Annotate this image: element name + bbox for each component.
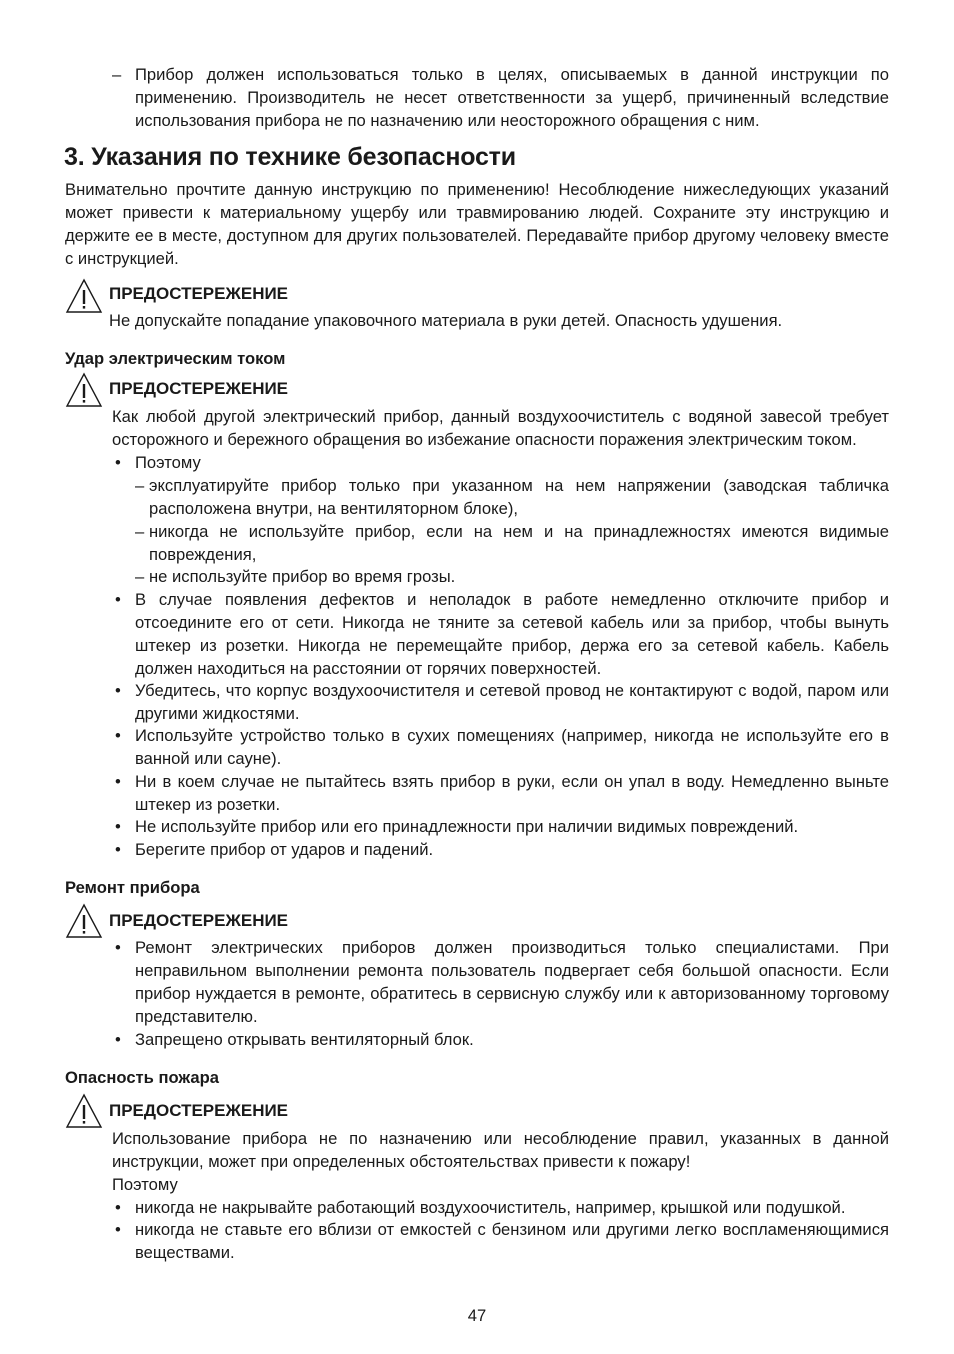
bullet-item: Используйте устройство только в сухих помещениях (например, никогда не используйте его в ванной или сауне). xyxy=(135,726,889,768)
bullet-item: никогда не ставьте его вблизи от емкостей с бензином или другими легко воспламеняющимися веществами. xyxy=(135,1220,889,1262)
warning-triangle-icon xyxy=(65,1093,103,1129)
bullet-item: В случае появления дефектов и неполадок в работе немедленно отключите прибор и отсоедините его от сети. Никогда не тяните за сетевой кабель или за прибор, чтобы вынуть штекер из розетки. Никогда не перемещайте прибор, держа его за сетевой кабель. Кабель должен находиться на расстоянии от горячих поверхностей. xyxy=(135,590,889,678)
dash-marker: – xyxy=(112,65,122,84)
bullet-marker: • xyxy=(115,590,121,609)
warning-triangle-icon xyxy=(65,278,103,314)
warning-triangle-icon xyxy=(65,372,103,408)
bullet-marker: • xyxy=(115,772,121,791)
bullet-lead: Поэтому xyxy=(135,453,201,472)
sub-item: не используйте прибор во время грозы. xyxy=(149,567,456,586)
bullet-item: Ни в коем случае не пытайтесь взять прибор в руки, если он упал в воду. Немедленно выньте штекер из розетки. xyxy=(135,772,889,814)
warning-triangle-icon xyxy=(65,903,103,939)
page-number: 47 xyxy=(467,1306,487,1325)
bullet-marker: • xyxy=(115,1198,121,1217)
subheading-electric-shock: Удар электрическим током xyxy=(65,349,286,368)
sub-item: эксплуатируйте прибор только при указанном на нем напряжении (заводская табличка расположена внутри, на вентиляторном блоке), xyxy=(149,476,889,518)
bullet-marker: • xyxy=(115,726,121,745)
bullet-marker: • xyxy=(115,453,121,472)
intro-dash-text: Прибор должен использоваться только в целях, описываемых в данной инструкции по применению. Производитель не несет ответственности за ущерб, причиненный вследствие использования прибора не по назначению или неосторожного обращения с ним. xyxy=(135,65,889,130)
bullet-item: Не используйте прибор или его принадлежности при наличии видимых повреждений. xyxy=(135,817,799,836)
warning-label: ПРЕДОСТЕРЕЖЕНИЕ xyxy=(109,379,289,398)
warning-text-packaging: Не допускайте попадание упаковочного материала в руки детей. Опасность удушения. xyxy=(109,311,783,330)
subheading-repair: Ремонт прибора xyxy=(65,878,200,897)
bullet-marker: • xyxy=(115,817,121,836)
dash-marker: – xyxy=(135,522,145,541)
bullet-marker: • xyxy=(115,840,121,859)
bullet-item: Ремонт электрических приборов должен производиться только специалистами. При неправильном выполнении ремонта пользователь подвергает себя большой опасности. Если прибор нуждается в ремонте, обратитесь в сервисную службу или к авторизованному торговому представителю. xyxy=(135,938,889,1026)
bullet-marker: • xyxy=(115,1030,121,1049)
warning-label: ПРЕДОСТЕРЕЖЕНИЕ xyxy=(109,911,289,930)
subheading-fire: Опасность пожара xyxy=(65,1068,219,1087)
bullet-marker: • xyxy=(115,1220,121,1239)
fire-text: Использование прибора не по назначению или несоблюдение правил, указанных в данной инструкции, может при определенных обстоятельствах привести к пожару! xyxy=(112,1129,889,1171)
dash-marker: – xyxy=(135,567,145,586)
bullet-marker: • xyxy=(115,681,121,700)
bullet-item: Берегите прибор от ударов и падений. xyxy=(135,840,434,859)
warning-label: ПРЕДОСТЕРЕЖЕНИЕ xyxy=(109,284,289,303)
fire-lead: Поэтому xyxy=(112,1175,178,1194)
bullet-item: никогда не накрывайте работающий воздухоочиститель, например, крышкой или подушкой. xyxy=(135,1198,846,1217)
section-title: 3. Указания по технике безопасности xyxy=(64,143,516,171)
sub-item: никогда не используйте прибор, если на нем и на принадлежностях имеются видимые повреждения, xyxy=(149,522,889,564)
bullet-marker: • xyxy=(115,938,121,957)
dash-marker: – xyxy=(135,476,145,495)
bullet-item: Запрещено открывать вентиляторный блок. xyxy=(135,1030,474,1049)
bullet-item: Убедитесь, что корпус воздухоочистителя и сетевой провод не контактируют с водой, паром или другими жидкостями. xyxy=(135,681,889,723)
electric-intro: Как любой другой электрический прибор, данный воздухоочиститель с водяной завесой требует осторожного и бережного обращения во избежание опасности поражения электрическим током. xyxy=(112,407,889,449)
section-intro: Внимательно прочтите данную инструкцию по применению! Несоблюдение нижеследующих указаний может привести к материальному ущербу или травмированию людей. Сохраните эту инструкцию и держите ее в месте, доступном для других пользователей. Передавайте прибор другому человеку вместе с инструкцией. xyxy=(65,180,889,268)
warning-label: ПРЕДОСТЕРЕЖЕНИЕ xyxy=(109,1101,289,1120)
